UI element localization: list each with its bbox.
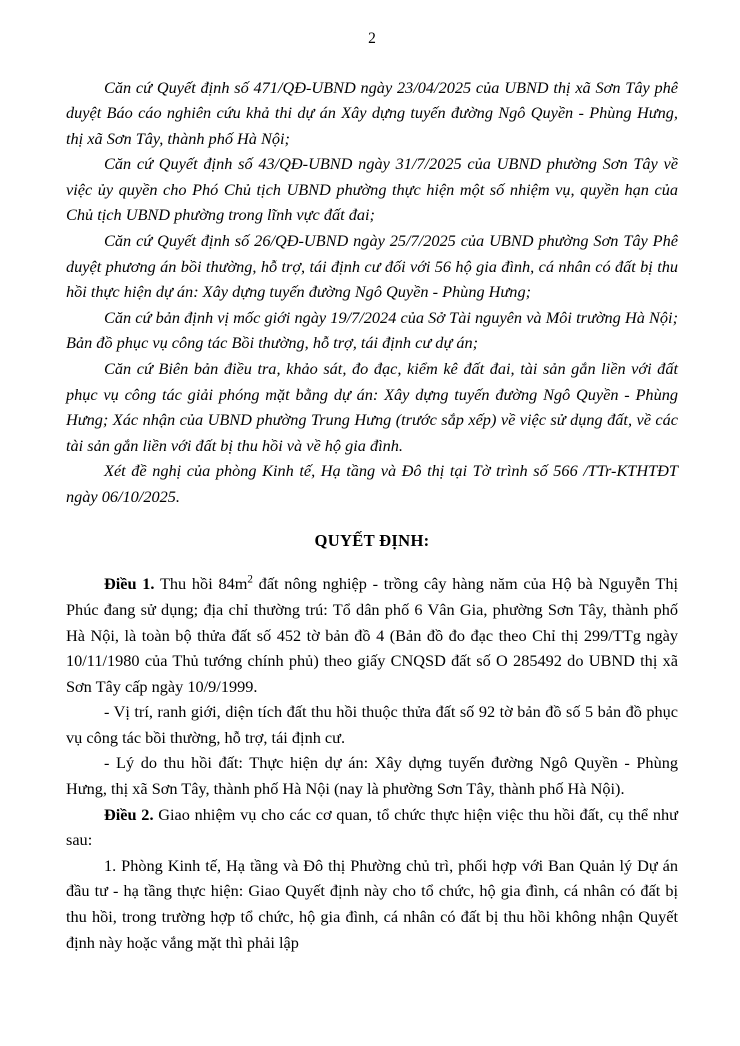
preamble-paragraph-4: Căn cứ bản định vị mốc giới ngày 19/7/2024 của Sở Tài nguyên và Môi trường Hà Nội; Bản đồ phục vụ công tác Bồi thường, hỗ trợ, tái định cư dự án; (66, 307, 678, 353)
preamble-paragraph-3: Căn cứ Quyết định số 26/QĐ-UBND ngày 25/7/2025 của UBND phường Sơn Tây Phê duyệt phương án bồi thường, hỗ trợ, tái định cư đối với 56 hộ gia đình, cá nhân có đất bị thu hồi thực hiện dự án: Xây dựng tuyến đường Ngô Quyền - Phùng Hưng; (66, 231, 678, 302)
article-2-item-1: 1. Phòng Kinh tế, Hạ tầng và Đô thị Phường chủ trì, phối hợp với Ban Quản lý Dự án đầu tư - hạ tầng thực hiện: Giao Quyết định này cho tổ chức, hộ gia đình, cá nhân có đất bị thu hồi, trong trường hợp tổ chức, hộ gia đình, cá nhân có đất bị thu hồi không nhận Quyết định này hoặc vắng mặt thì phải lập (66, 855, 678, 952)
article-1-bullet-1: - Vị trí, ranh giới, diện tích đất thu hồi thuộc thửa đất số 92 tờ bản đồ số 5 bản đồ phục vụ công tác bồi thường, hỗ trợ, tái định cư. (66, 702, 678, 747)
article-1-text-after: đất nông nghiệp - trồng cây hàng năm của Hộ bà Nguyễn Thị Phúc đang sử dụng; địa chỉ thường trú: Tổ dân phố 6 Vân Gia, phường Sơn Tây, thành phố Hà Nội, là toàn bộ thửa đất số 452 tờ bản đồ 4 (Bản đồ đo đạc theo Chỉ thị 299/TTg ngày 10/11/1980 của Thủ tướng chính phủ) theo giấy CNQSD đất số O 285492 do UBND thị xã Sơn Tây cấp ngày 10/9/1999. (66, 574, 679, 696)
article-1-bullet-2: - Lý do thu hồi đất: Thực hiện dự án: Xây dựng tuyến đường Ngô Quyền - Phùng Hưng, thị xã Sơn Tây, thành phố Hà Nội (nay là phường Sơn Tây, thành phố Hà Nội). (66, 753, 678, 799)
page-number: 2 (368, 30, 376, 47)
article-1-text-before: Thu hồi 84m (154, 574, 248, 594)
decision-heading: QUYẾT ĐỊNH: (314, 531, 430, 551)
article-1-label: Điều 1. (104, 574, 155, 594)
article-2-text: Giao nhiệm vụ cho các cơ quan, tổ chức thực hiện việc thu hồi đất, cụ thể như sau: (66, 804, 679, 850)
preamble-paragraph-6: Xét đề nghị của phòng Kinh tế, Hạ tầng và Đô thị tại Tờ trình số 566 /TTr-KTHTĐT ngày 06/10/2025. (66, 461, 678, 506)
preamble-paragraph-2: Căn cứ Quyết định số 43/QĐ-UBND ngày 31/7/2025 của UBND phường Sơn Tây về việc ủy quyền cho Phó Chủ tịch UBND phường thực hiện một số nhiệm vụ, quyền hạn của Chủ tịch UBND phường trong lĩnh vực đất đai; (66, 154, 678, 225)
article-1-paragraph (66, 571, 678, 699)
article-2-paragraph (66, 802, 678, 853)
preamble-paragraph-1: Căn cứ Quyết định số 471/QĐ-UBND ngày 23/04/2025 của UBND thị xã Sơn Tây phê duyệt Báo cáo nghiên cứu khả thi dự án Xây dựng tuyến đường Ngô Quyền - Phùng Hưng, thị xã Sơn Tây, thành phố Hà Nội; (66, 77, 678, 148)
article-2-label: Điều 2. (104, 804, 154, 824)
article-1-superscript: 2 (247, 574, 253, 586)
preamble-paragraph-5: Căn cứ Biên bản điều tra, khảo sát, đo đạc, kiểm kê đất đai, tài sản gắn liền với đất phục vụ công tác giải phóng mặt bằng dự án: Xây dựng tuyến đường Ngô Quyền - Phùng Hưng; Xác nhận của UBND phường Trung Hưng (trước sắp xếp) về việc sử dụng đất, về các tài sản gắn liền với đất bị thu hồi và về hộ gia đình. (66, 358, 678, 455)
